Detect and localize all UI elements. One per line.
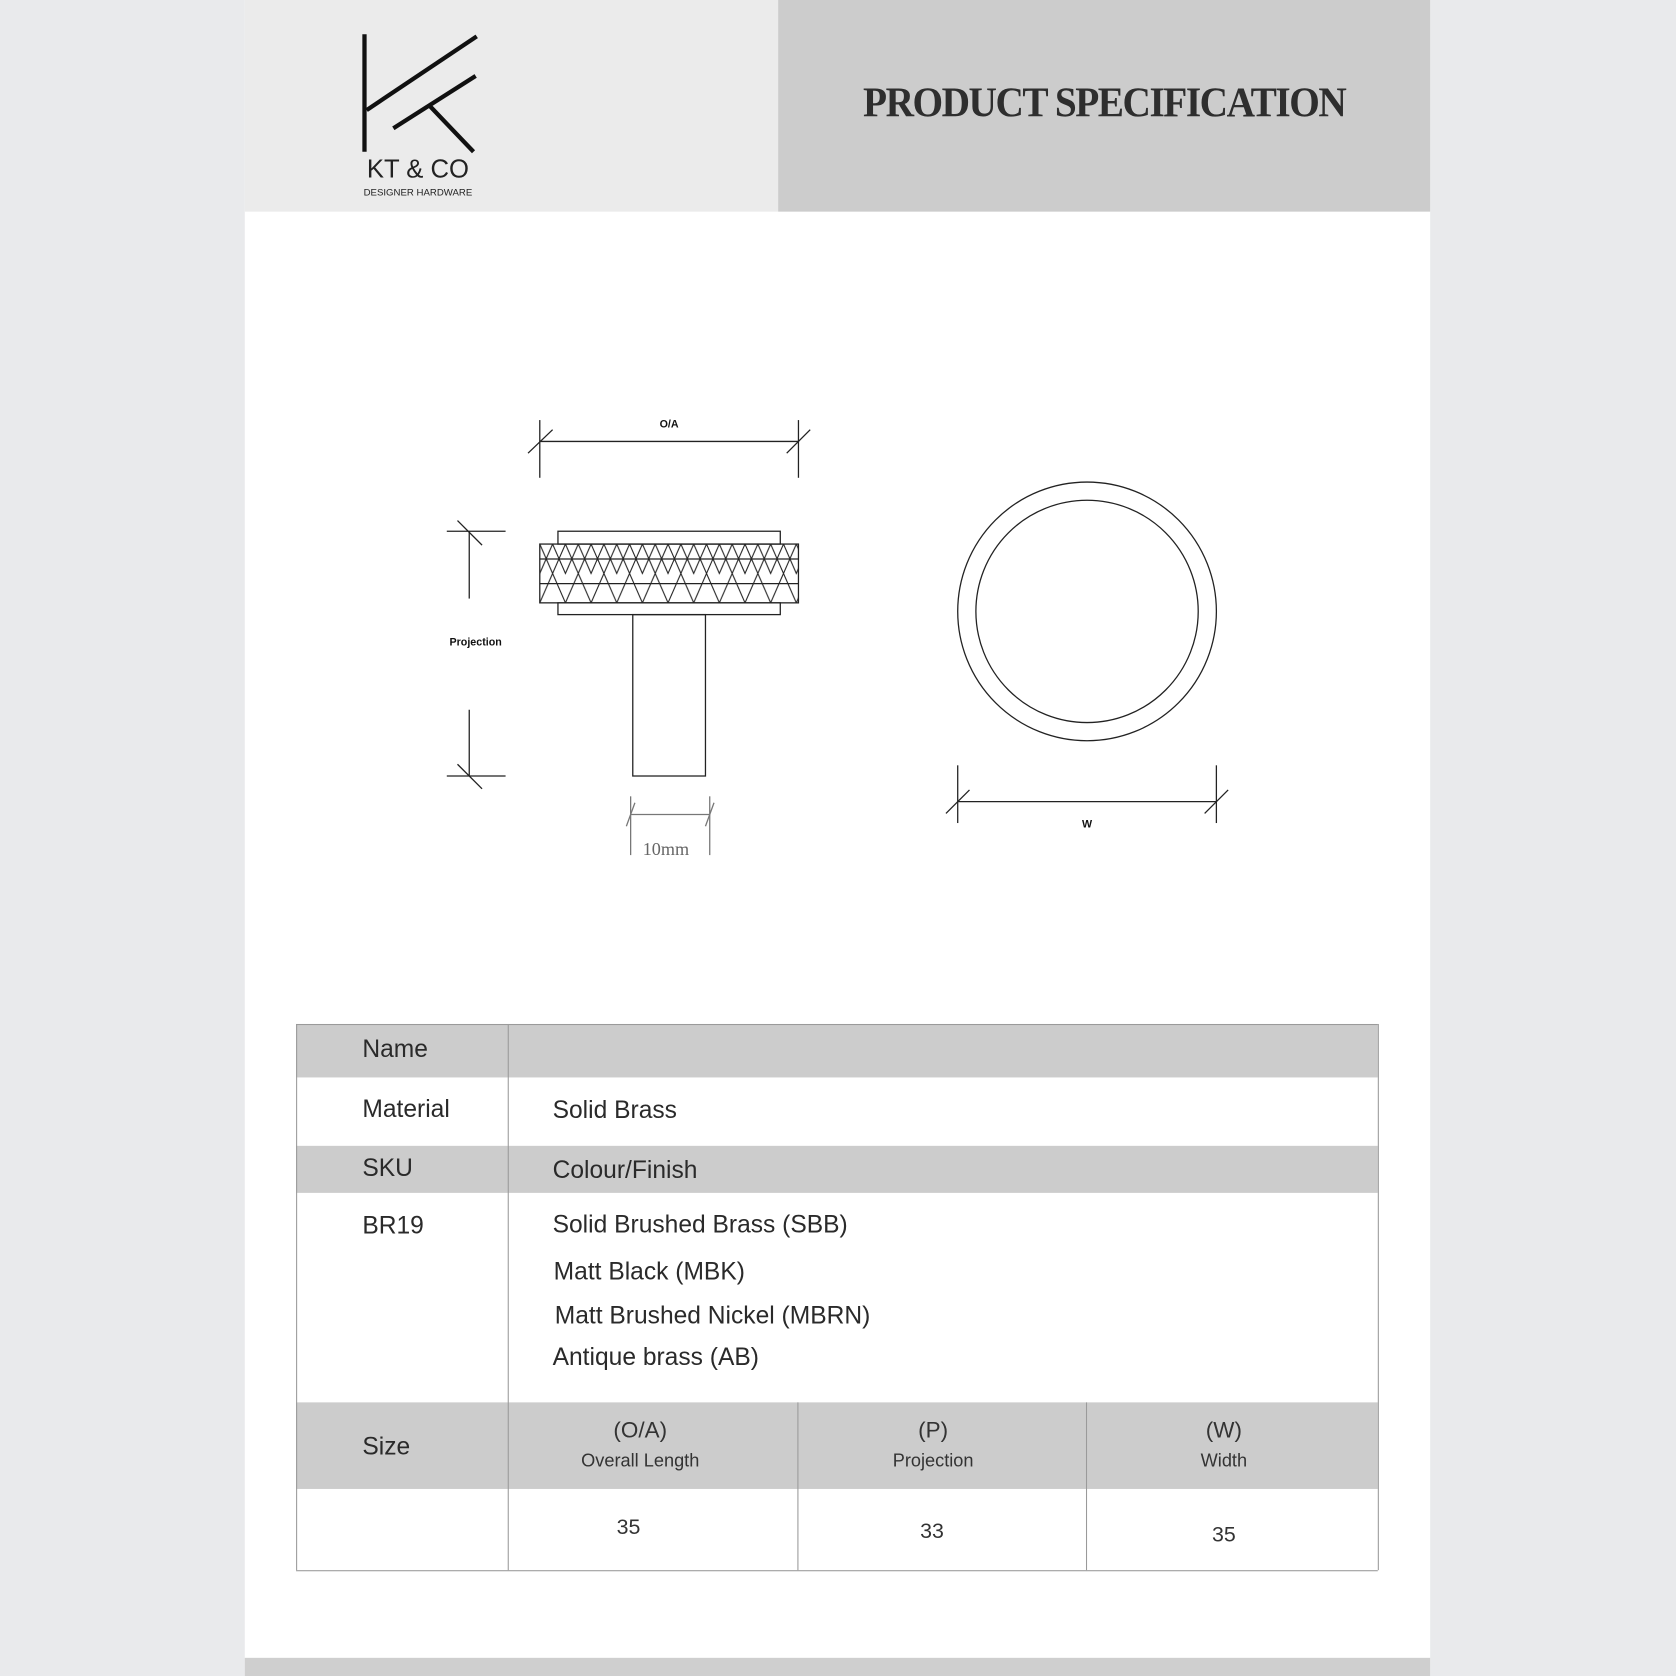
projection-dimension: [447, 521, 506, 789]
size-name: Projection: [892, 1450, 974, 1471]
brand-name: KT & CO: [366, 154, 470, 184]
size-header-projection: [798, 1418, 1067, 1471]
material-label: Material: [362, 1094, 450, 1123]
knob-side-view: [540, 531, 799, 776]
size-code: (O/A): [613, 1418, 668, 1443]
material-value: Solid Brass: [552, 1095, 677, 1124]
size-code: (W): [1205, 1418, 1242, 1443]
width-label: W: [1081, 818, 1093, 831]
table-border-left: [296, 1024, 297, 1570]
finish-item: Antique brass (AB): [552, 1342, 759, 1371]
size-header-oa: [509, 1418, 772, 1471]
table-border-top: [296, 1024, 1378, 1025]
name-label: Name: [362, 1034, 428, 1063]
name-row: [296, 1024, 1378, 1077]
sku-value: BR19: [362, 1211, 424, 1239]
finish-label: Colour/Finish: [552, 1155, 698, 1184]
size-code: (P): [918, 1418, 949, 1443]
size-name: Overall Length: [581, 1450, 700, 1471]
size-value-projection: 33: [920, 1519, 944, 1544]
column-divider: [508, 1024, 509, 1570]
size-value-oa: 35: [616, 1515, 641, 1540]
brand-tagline: DESIGNER HARDWARE: [363, 187, 473, 198]
size-header-width: [1087, 1418, 1361, 1471]
table-border-bottom: [296, 1570, 1378, 1571]
table-border-right: [1378, 1024, 1379, 1570]
width-dimension: [946, 765, 1228, 823]
sku-header-row: [296, 1146, 1378, 1193]
size-value-width: 35: [1211, 1523, 1236, 1547]
finish-item: Matt Black (MBK): [553, 1257, 745, 1285]
sku-label: SKU: [362, 1153, 413, 1182]
projection-label: Projection: [449, 637, 502, 649]
size-name: Width: [1200, 1450, 1248, 1471]
stem-width-label: 10mm: [642, 839, 690, 860]
page-title: PRODUCT SPECIFICATION: [863, 78, 1346, 127]
finish-item: Solid Brushed Brass (SBB): [552, 1209, 848, 1238]
oa-label: O/A: [659, 419, 679, 431]
size-label: Size: [362, 1432, 411, 1461]
knob-front-view: [958, 482, 1217, 741]
finish-item: Matt Brushed Nickel (MBRN): [554, 1300, 871, 1329]
